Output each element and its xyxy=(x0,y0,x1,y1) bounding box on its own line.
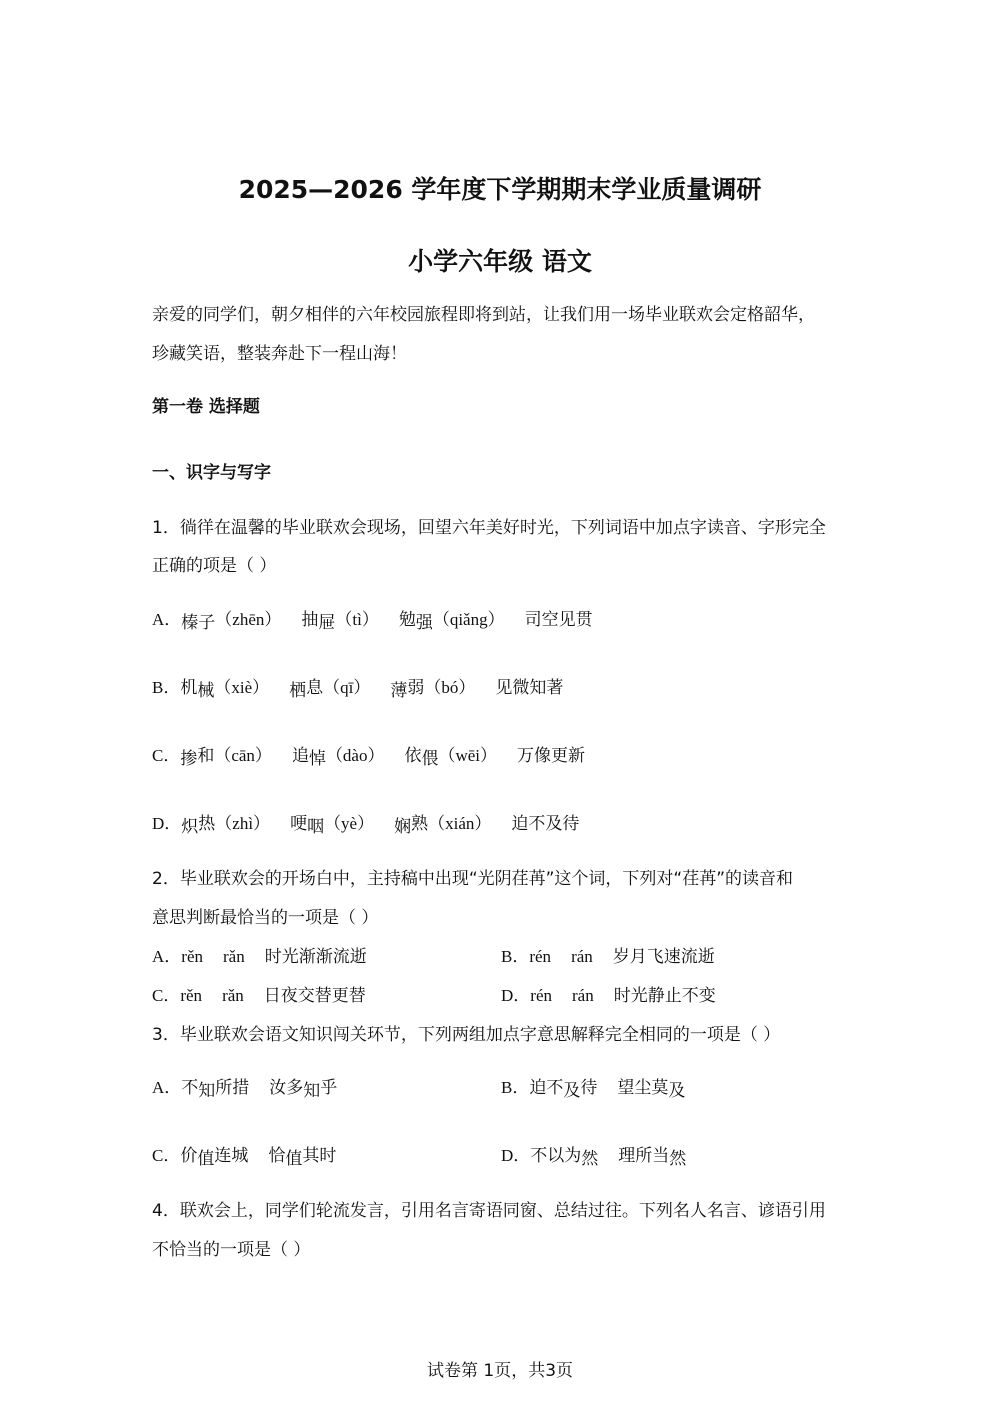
dotted-char: 咽 xyxy=(307,817,325,837)
pinyin: （qī） xyxy=(323,678,371,697)
dotted-char: 值 xyxy=(197,1149,215,1169)
dotted-char: 值 xyxy=(285,1149,303,1169)
exam-title: 2025—2026 学年度下学期期末学业质量调研 xyxy=(238,175,762,204)
pinyin: （qiǎng） xyxy=(432,610,505,629)
pinyin: （zhì） xyxy=(215,814,271,833)
idiom: 见微知著 xyxy=(495,678,564,698)
word-char: 机 xyxy=(180,678,198,698)
word-char: 依 xyxy=(404,746,422,766)
option-label: D． xyxy=(501,986,531,1005)
option-label: A． xyxy=(152,947,182,966)
question-1-line-2: 正确的项是（ ） xyxy=(152,556,277,576)
volume-title: 第一卷 选择题 xyxy=(152,397,260,417)
idiom: 迫不及待 xyxy=(511,814,580,834)
option-meaning: 时光静止不变 xyxy=(613,986,716,1006)
dotted-char: 然 xyxy=(581,1149,599,1169)
question-2-line-1: 2．毕业联欢会的开场白中，主持稿中出现“光阴荏苒”这个词，下列对“荏苒”的读音和 xyxy=(152,869,794,889)
option-label: B． xyxy=(501,1078,530,1097)
pinyin: （tì） xyxy=(335,610,379,629)
dotted-char: 掺 xyxy=(180,749,198,769)
pinyin: （xián） xyxy=(428,814,492,833)
dotted-char: 及 xyxy=(668,1081,686,1101)
dotted-char: 屉 xyxy=(318,613,336,633)
word-char: 抽 xyxy=(301,610,319,630)
idiom: 司空见贯 xyxy=(524,610,593,630)
option-label: C． xyxy=(152,986,181,1005)
option-meaning: 日夜交替更替 xyxy=(263,986,366,1006)
option-label: A． xyxy=(152,1078,182,1097)
word-char: 哽 xyxy=(290,814,308,834)
dotted-char: 知 xyxy=(303,1081,321,1101)
option-label: D． xyxy=(152,814,182,833)
q2-option-d[interactable] xyxy=(501,986,716,1006)
q3-option-d[interactable] xyxy=(501,1146,687,1169)
dotted-char: 薄 xyxy=(390,681,408,701)
pinyin: rán xyxy=(571,947,593,966)
page-number: 试卷第 1页，共3页 xyxy=(426,1361,574,1381)
pinyin: rén xyxy=(529,947,552,966)
q1-option-d[interactable] xyxy=(152,814,580,837)
option-label: C． xyxy=(152,1146,181,1165)
part-title: 一、识字与写字 xyxy=(152,463,271,483)
pinyin: （bó） xyxy=(424,678,476,697)
word-char: 弱 xyxy=(407,678,425,698)
word-char: 熟 xyxy=(411,814,429,834)
word-text: 恰 xyxy=(268,1146,286,1166)
intro-line-2: 珍藏笑语，整装奔赴下一程山海！ xyxy=(152,344,407,364)
q3-option-c[interactable] xyxy=(152,1146,337,1169)
dotted-char: 知 xyxy=(198,1081,216,1101)
q2-option-b[interactable] xyxy=(501,947,715,967)
option-label: B． xyxy=(152,678,181,697)
word-text: 其时 xyxy=(302,1146,337,1166)
question-1-line-1: 1．徜徉在温馨的毕业联欢会现场，回望六年美好时光，下列词语中加点字读音、字形完全 xyxy=(152,518,826,538)
word-text: 所措 xyxy=(215,1078,250,1098)
word-text: 望尘莫 xyxy=(617,1078,669,1098)
word-text: 不 xyxy=(181,1078,199,1098)
word-text: 乎 xyxy=(320,1078,338,1098)
word-char: 热 xyxy=(198,814,216,834)
word-text: 价 xyxy=(180,1146,198,1166)
option-label: D． xyxy=(501,1146,531,1165)
word-char: 追 xyxy=(291,746,309,766)
word-text: 理所当 xyxy=(618,1146,670,1166)
option-label: B． xyxy=(501,947,530,966)
dotted-char: 然 xyxy=(669,1149,687,1169)
q2-option-c[interactable] xyxy=(152,986,366,1006)
pinyin: rán xyxy=(572,986,594,1005)
exam-subtitle: 小学六年级 语文 xyxy=(408,247,592,276)
question-4-line-2: 不恰当的一项是（ ） xyxy=(152,1240,311,1260)
q1-option-a[interactable] xyxy=(152,610,593,633)
pinyin: rěn xyxy=(181,947,203,966)
word-char: 息 xyxy=(306,678,324,698)
pinyin: （xiè） xyxy=(214,678,270,697)
word-text: 不以为 xyxy=(530,1146,582,1166)
q1-option-c[interactable] xyxy=(152,746,586,769)
dotted-char: 偎 xyxy=(421,749,439,769)
pinyin: （yè） xyxy=(324,814,375,833)
dotted-char: 悼 xyxy=(308,749,326,769)
word-char: 勉 xyxy=(398,610,416,630)
option-label: A． xyxy=(152,610,182,629)
word-text: 连城 xyxy=(214,1146,249,1166)
word-text: 迫不 xyxy=(529,1078,564,1098)
option-meaning: 时光渐渐流逝 xyxy=(264,947,367,967)
pinyin: rǎn xyxy=(223,947,245,966)
q2-option-a[interactable] xyxy=(152,947,367,967)
dotted-char: 榛 xyxy=(181,613,199,633)
page-footer xyxy=(0,1356,1000,1381)
word-char: 和 xyxy=(197,746,215,766)
dotted-char: 及 xyxy=(563,1081,581,1101)
pinyin: rěn xyxy=(180,986,203,1005)
option-label: C． xyxy=(152,746,181,765)
idiom: 万像更新 xyxy=(517,746,586,766)
dotted-char: 械 xyxy=(197,681,215,701)
pinyin: （dào） xyxy=(325,746,385,765)
pinyin: rǎn xyxy=(222,986,244,1005)
q3-option-b[interactable] xyxy=(501,1078,686,1101)
question-4-line-1: 4．联欢会上，同学们轮流发言，引用名言寄语同窗、总结过往。下列名人名言、谚语引用 xyxy=(152,1201,826,1221)
dotted-char: 强 xyxy=(415,613,433,633)
pinyin: （wēi） xyxy=(438,746,498,765)
q1-option-b[interactable] xyxy=(152,678,564,701)
intro-line-1: 亲爱的同学们，朝夕相伴的六年校园旅程即将到站，让我们用一场毕业联欢会定格韶华， xyxy=(152,305,815,325)
pinyin: （zhēn） xyxy=(215,610,282,629)
question-3-line-1: 3．毕业联欢会语文知识闯关环节，下列两组加点字意思解释完全相同的一项是（ ） xyxy=(152,1025,781,1045)
question-2-line-2: 意思判断最恰当的一项是（ ） xyxy=(152,908,379,928)
dotted-char: 炽 xyxy=(181,817,199,837)
option-meaning: 岁月飞速流逝 xyxy=(612,947,715,967)
pinyin: rén xyxy=(530,986,552,1005)
dotted-char: 娴 xyxy=(394,817,412,837)
dotted-char: 栖 xyxy=(289,681,307,701)
word-char: 子 xyxy=(198,613,216,633)
pinyin: （cān） xyxy=(214,746,272,765)
q3-option-a[interactable] xyxy=(152,1078,338,1101)
word-text: 汝多 xyxy=(269,1078,304,1098)
word-text: 待 xyxy=(580,1078,598,1098)
